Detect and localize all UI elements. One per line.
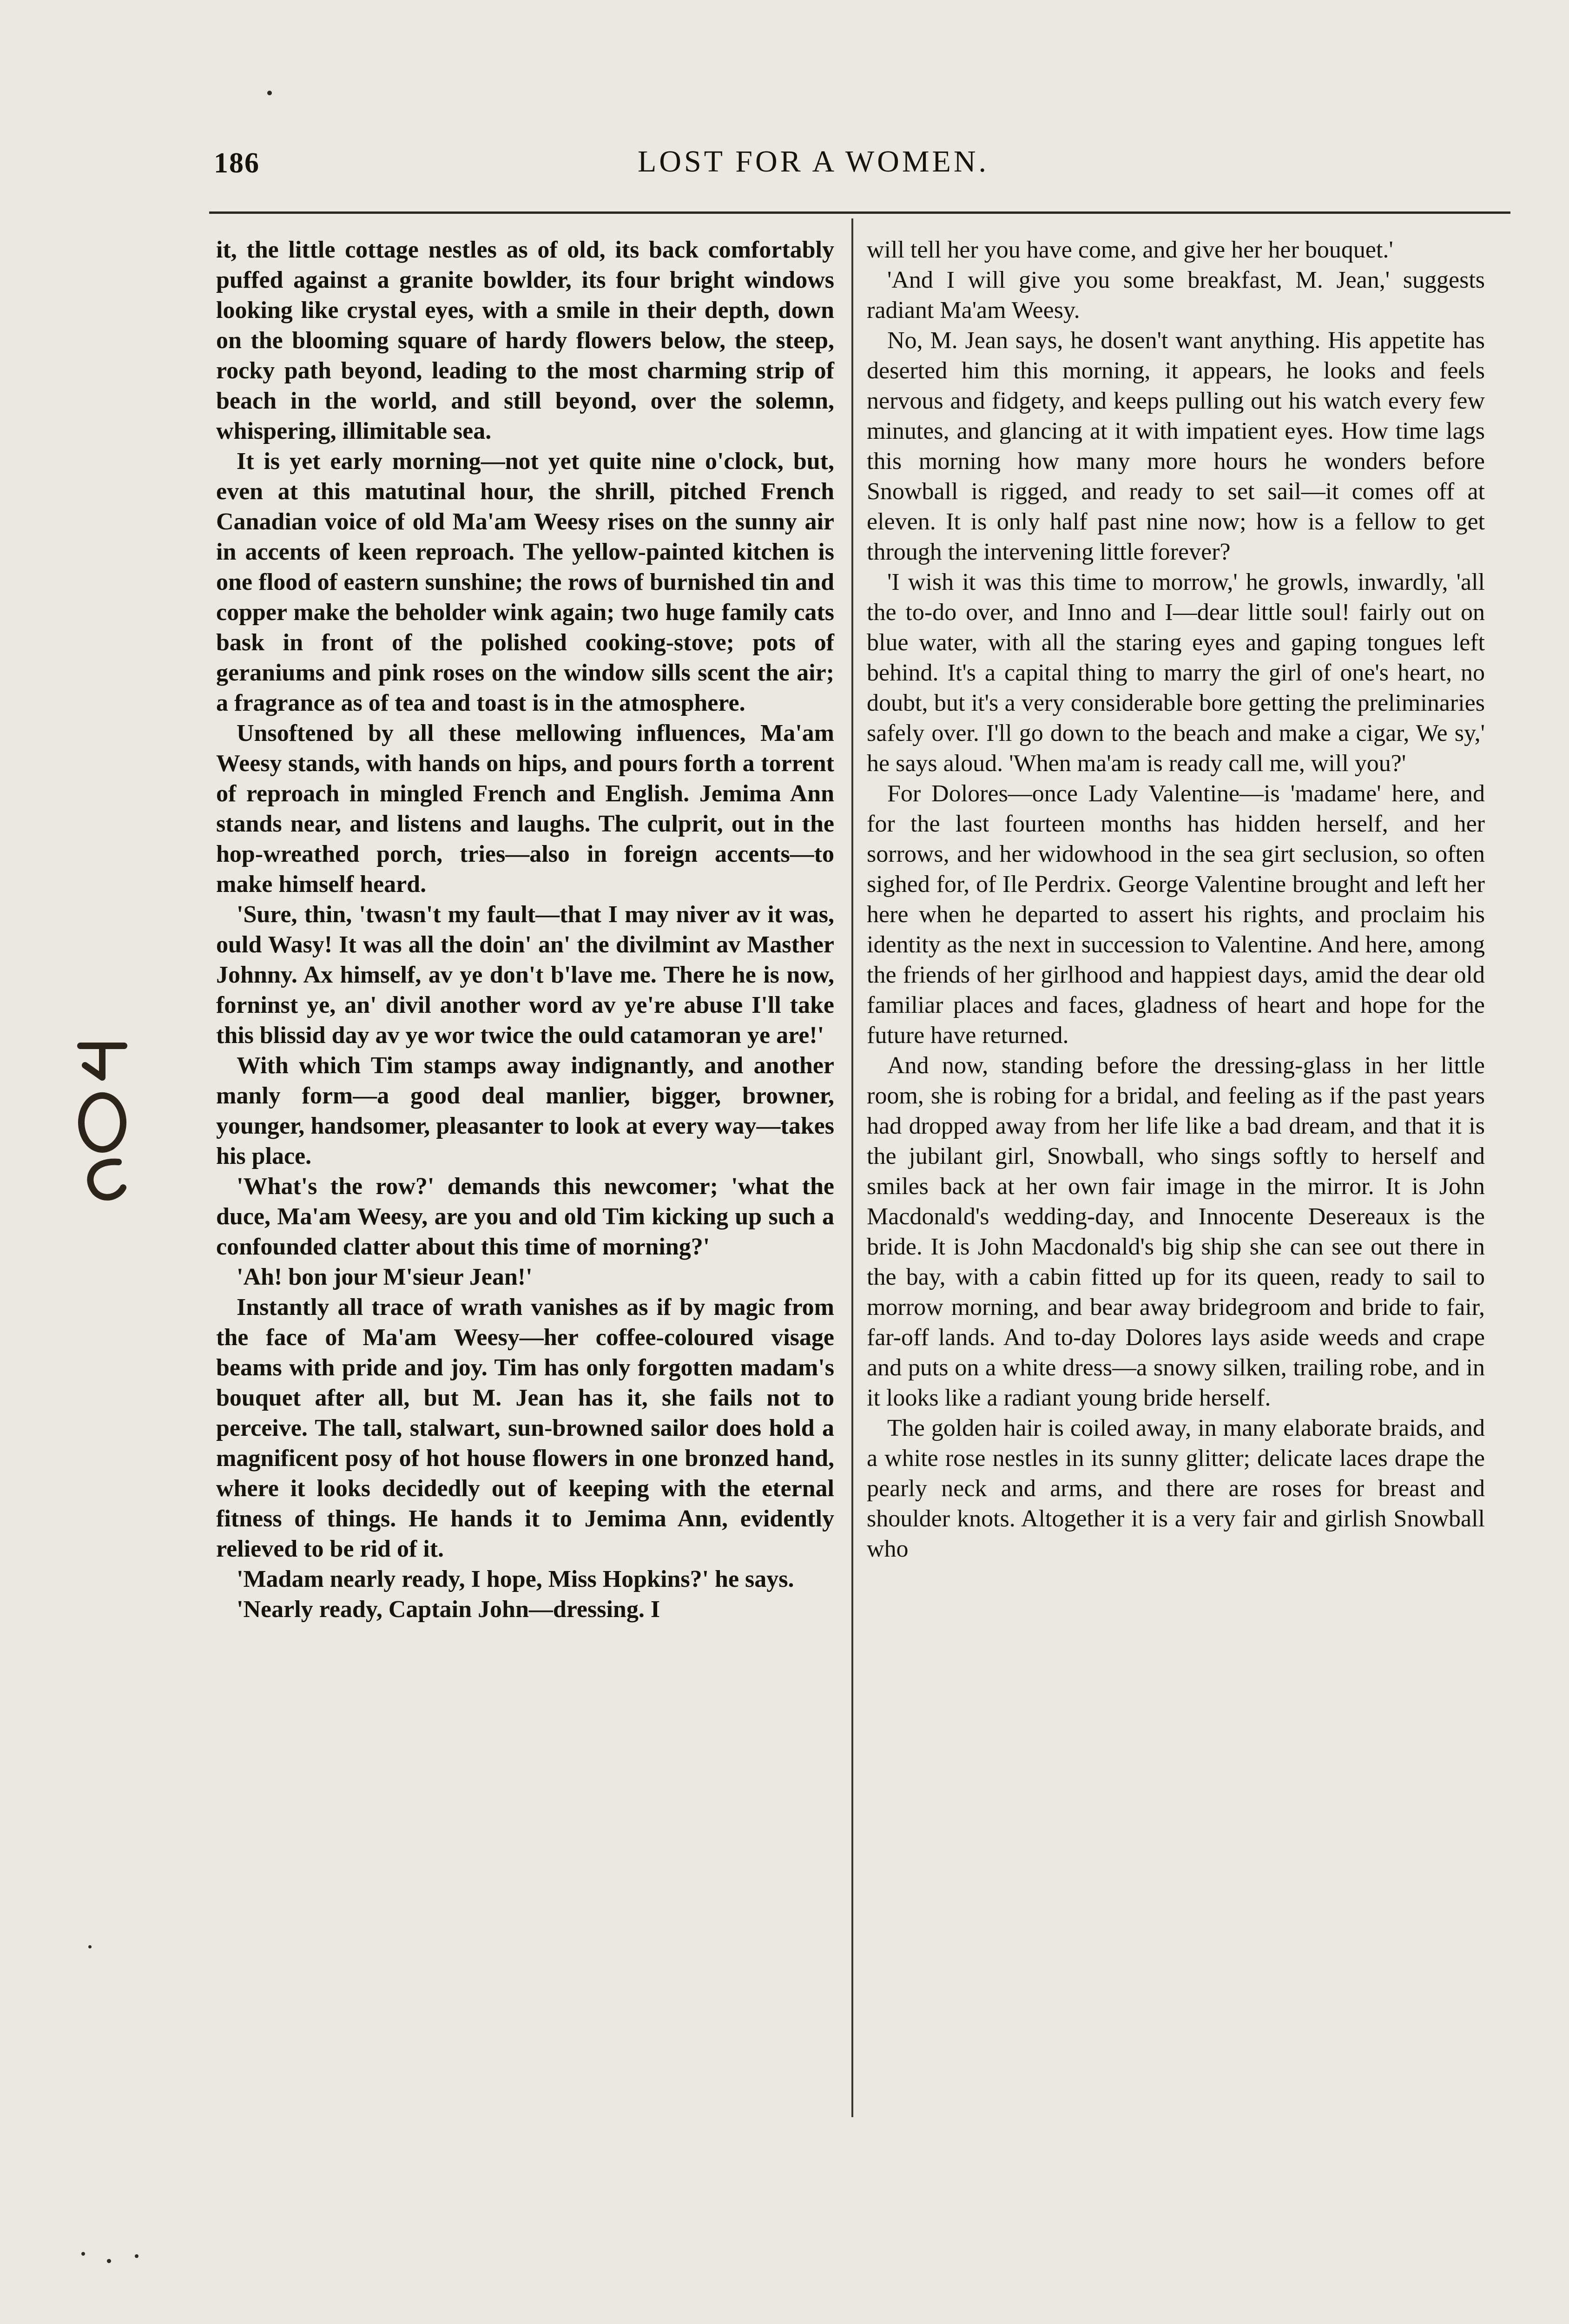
ink-speck [81, 2252, 85, 2256]
ink-speck [267, 91, 272, 95]
paragraph: 'Sure, thin, 'twasn't my fault—that I may niver av it was, ould Wasy! It was all the doin' an' the divilmint av Masther Johnny. Ax himself, av ye don't b'lave me. There he is now, forninst ye, an' divil another word av ye're abuse I'll take this blissid day av ye wor twice the ould catamoran ye are!' [216, 901, 834, 1049]
column-divider [851, 218, 853, 2117]
paragraph: will tell her you have come, and give her her bouquet.' [867, 237, 1393, 263]
right-column [867, 235, 1485, 1564]
margin-stamp [67, 1037, 137, 1204]
ink-speck [107, 2259, 111, 2263]
paragraph: With which Tim stamps away indignantly, and another manly form—a good deal manlier, bigger, browner, younger, handsomer, pleasanter to look at every way—takes his place. [216, 1052, 834, 1169]
paragraph: Instantly all trace of wrath vanishes as if by magic from the face of Ma'am Weesy—her coffee-coloured visage beams with pride and joy. Tim has only forgotten madam's bouquet after all, but M. Jean has it, she fails not to perceive. The tall, stalwart, sun-browned sailor does hold a magnificent posy of hot house flowers in one bronzed hand, where it looks decidedly out of keeping with the eternal fitness of things. He hands it to Jemima Ann, evidently relieved to be rid of it. [216, 1294, 834, 1562]
paragraph: 'And I will give you some breakfast, M. Jean,' suggests radiant Ma'am Weesy. [867, 267, 1485, 324]
header-rule [209, 211, 1510, 214]
paragraph: And now, standing before the dressing-glass in her little room, she is robing for a bridal, and feeling as if the past years had dropped away from her life like a bad dream, and that it is the jubilant girl, Snowball, who sings softly to herself and smiles back at her own fair image in the mirror. It is John Macdonald's wedding-day, and Innocente Desereaux is the bride. It is John Macdonald's big ship she can see out there in the bay, with a cabin fitted up for its queen, ready to sail to morrow morning, and bear away bridegroom and bride to fair, far-off lands. And to-day Dolores lays aside weeds and crape and puts on a white dress—a snowy silken, trailing robe, and in it looks like a radiant young bride herself. [867, 1052, 1485, 1411]
ink-speck [135, 2254, 138, 2258]
paragraph: Unsoftened by all these mellowing influences, Ma'am Weesy stands, with hands on hips, and pours forth a torrent of reproach in mingled French and English. Jemima Ann stands near, and listens and laughs. The culprit, out in the hop-wreathed porch, tries—also in foreign accents—to make himself heard. [216, 720, 834, 898]
paragraph: For Dolores—once Lady Valentine—is 'madame' here, and for the last fourteen months has hidden herself, and her sorrows, and her widowhood in the sea girt seclusion, so often sighed for, of Ile Perdrix. George Valentine brought and left her here when he departed to assert his rights, and proclaim his identity as the next in succession to Valentine. And here, among the friends of her girlhood and happiest days, amid the dear old familiar places and faces, gladness of heart and hope for the future have returned. [867, 780, 1485, 1049]
paragraph: It is yet early morning—not yet quite nine o'clock, but, even at this matutinal hour, the shrill, pitched French Canadian voice of old Ma'am Weesy rises on the sunny air in accents of keen reproach. The yellow-painted kitchen is one flood of eastern sunshine; the rows of burnished tin and copper make the beholder wink again; two huge family cats bask in front of the polished cooking-stove; pots of geraniums and pink roses on the window sills scent the air; a fragrance as of tea and toast is in the atmosphere. [216, 448, 834, 716]
paragraph: 'Nearly ready, Captain John—dressing. I [237, 1596, 660, 1623]
paragraph: 'What's the row?' demands this newcomer; 'what the duce, Ma'am Weesy, are you and old Tim kicking up such a confounded clatter about this time of morning?' [216, 1173, 834, 1260]
left-column [216, 235, 834, 1624]
page-number: 186 [214, 147, 260, 179]
running-title: LOST FOR A WOMEN. [637, 145, 989, 178]
paragraph: it, the little cottage nestles as of old, its back comfortably puffed against a granite bowlder, its four bright windows looking like crystal eyes, with a smile in their depth, down on the blooming square of hardy flowers below, the steep, rocky path beyond, leading to the most charming strip of beach in the world, and still beyond, over the solemn, whispering, illimitable sea. [216, 237, 834, 444]
paragraph: 'I wish it was this time to morrow,' he growls, inwardly, 'all the to-do over, and Inno and I—dear little soul! fairly out on blue water, with all the staring eyes and gaping tongues left behind. It's a capital thing to marry the girl of one's heart, no doubt, but it's a very considerable bore getting the preliminaries safely over. I'll go down to the beach and make a cigar, We sy,' he says aloud. 'When ma'am is ready call me, will you?' [867, 569, 1485, 777]
paragraph: 'Madam nearly ready, I hope, Miss Hopkins?' he says. [237, 1566, 794, 1592]
ink-speck [88, 1945, 92, 1948]
paragraph: No, M. Jean says, he dosen't want anything. His appetite has deserted him this morning, it appears, he looks and feels nervous and fidgety, and keeps pulling out his watch every few minutes, and glancing at it with impatient eyes. How time lags this morning how many more hours he wonders before Snowball is rigged, and ready to set sail—it comes off at eleven. It is only half past nine now; how is a fellow to get through the intervening little forever? [867, 327, 1485, 565]
paragraph: 'Ah! bon jour M'sieur Jean!' [237, 1264, 533, 1290]
paragraph: The golden hair is coiled away, in many elaborate braids, and a white rose nestles in its sunny glitter; delicate laces drape the pearly neck and arms, and there are roses for breast and shoulder knots. Altogether it is a very fair and girlish Snowball who [867, 1415, 1485, 1562]
